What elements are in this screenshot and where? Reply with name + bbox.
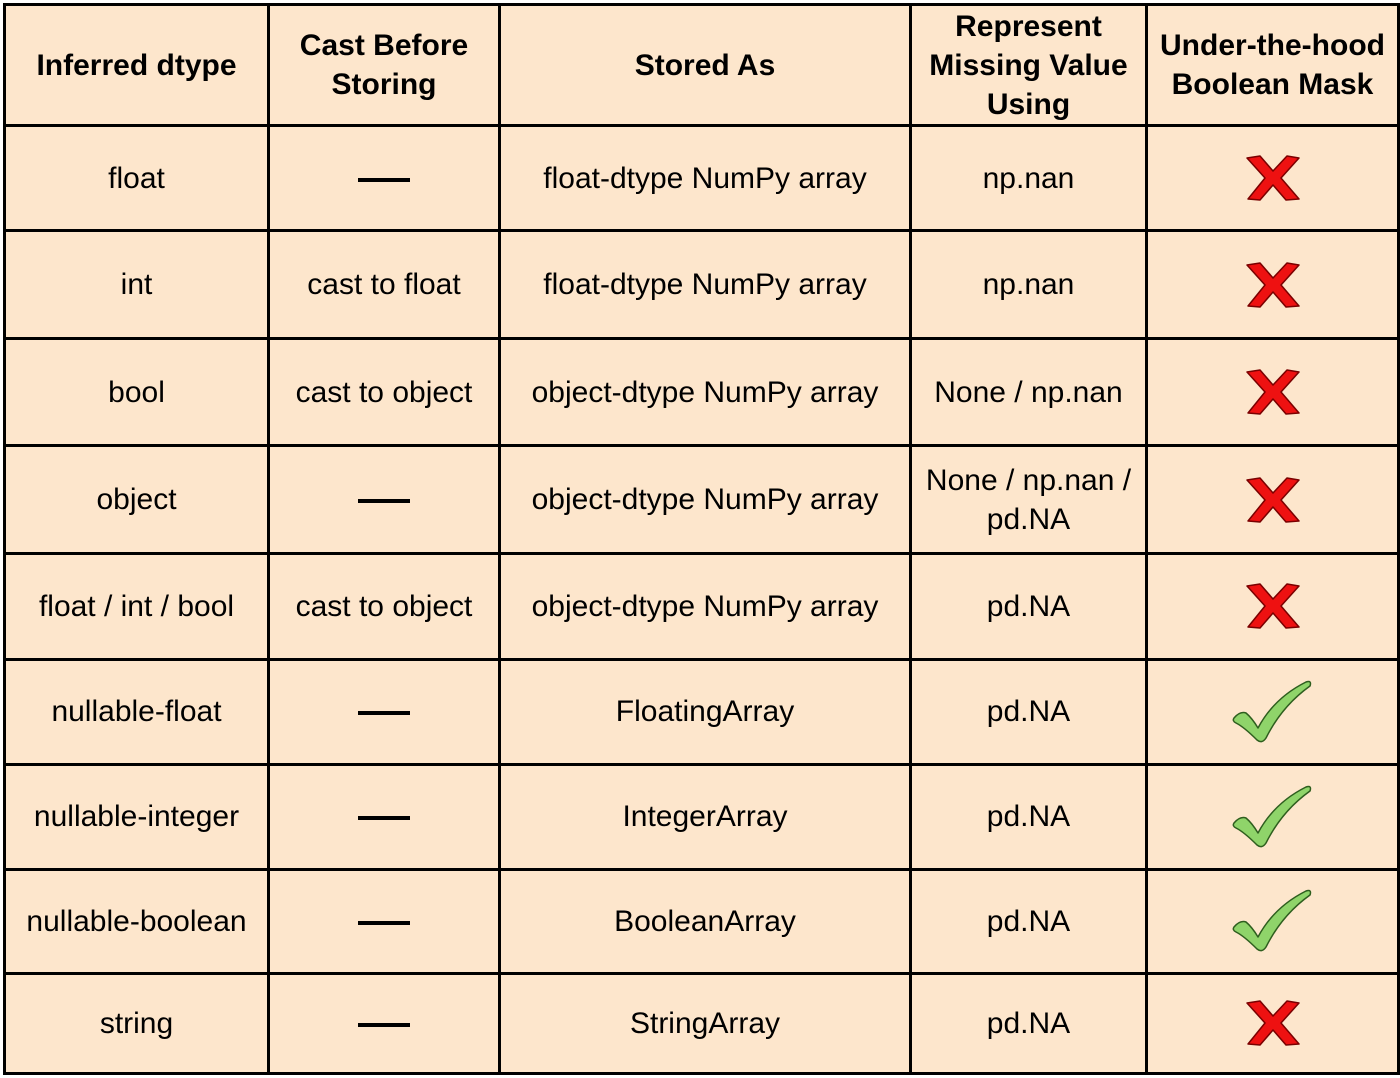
- header-cast-before-storing: [269, 5, 500, 126]
- table-row: [5, 659, 1399, 764]
- header-line: Stored As: [634, 48, 776, 82]
- missing-value-cell: [911, 764, 1147, 869]
- check-icon: [1232, 785, 1314, 849]
- inferred-dtype-cell: bool: [5, 339, 269, 446]
- dash-glyph: [358, 499, 410, 503]
- table-row: [5, 126, 1399, 231]
- dash-glyph: [358, 816, 410, 820]
- cross-icon: [1245, 476, 1301, 524]
- check-icon: [1232, 889, 1314, 953]
- missing-value-cell: [911, 339, 1147, 446]
- table-row: [5, 973, 1399, 1073]
- inferred-dtype-cell: nullable-float: [5, 659, 269, 764]
- header-line: Cast Before: [299, 29, 469, 62]
- table-row: [5, 764, 1399, 869]
- table-row: [5, 339, 1399, 446]
- dash-glyph: [358, 711, 410, 715]
- stored-as-cell: FloatingArray: [500, 659, 911, 764]
- cross-icon: [1245, 261, 1301, 309]
- boolean-mask-cell: [1147, 764, 1399, 869]
- header-line: Inferred dtype: [36, 48, 237, 82]
- cast-cell: cast to float: [269, 231, 500, 339]
- missing-value-cell: [911, 869, 1147, 973]
- cast-cell: [269, 869, 500, 973]
- stored-as-cell: object-dtype NumPy array: [500, 446, 911, 554]
- stored-as-cell: BooleanArray: [500, 869, 911, 973]
- inferred-dtype-cell: string: [5, 973, 269, 1073]
- header-line: Using: [986, 87, 1071, 121]
- missing-value-line: pd.NA: [986, 502, 1071, 536]
- table-row: [5, 554, 1399, 659]
- table-row: [5, 869, 1399, 973]
- cross-icon: [1245, 999, 1301, 1047]
- inferred-dtype-cell: object: [5, 446, 269, 554]
- table-body: [5, 126, 1399, 1074]
- missing-value-line: None / np.nan /: [925, 463, 1132, 497]
- table-row: [5, 446, 1399, 554]
- boolean-mask-cell: [1147, 446, 1399, 554]
- missing-value-cell: [911, 126, 1147, 231]
- inferred-dtype-cell: nullable-integer: [5, 764, 269, 869]
- cast-cell: [269, 659, 500, 764]
- missing-value-cell: [911, 446, 1147, 554]
- missing-value-line: pd.NA: [986, 800, 1071, 834]
- stored-as-cell: float-dtype NumPy array: [500, 126, 911, 231]
- header-inferred-dtype: [5, 5, 269, 126]
- boolean-mask-cell: [1147, 231, 1399, 339]
- cross-icon: [1245, 582, 1301, 630]
- cross-icon: [1245, 368, 1301, 416]
- missing-value-line: None / np.nan: [934, 375, 1123, 409]
- missing-value-line: np.nan: [982, 161, 1075, 195]
- boolean-mask-cell: [1147, 973, 1399, 1073]
- missing-value-line: pd.NA: [986, 695, 1071, 729]
- header-boolean-mask: [1147, 5, 1399, 126]
- missing-value-line: np.nan: [982, 268, 1075, 302]
- stored-as-cell: object-dtype NumPy array: [500, 554, 911, 659]
- inferred-dtype-cell: float / int / bool: [5, 554, 269, 659]
- header-line: Storing: [331, 68, 437, 101]
- header-line: Boolean Mask: [1171, 68, 1374, 101]
- dash-glyph: [358, 1023, 410, 1027]
- check-icon: [1232, 680, 1314, 744]
- missing-value-cell: [911, 659, 1147, 764]
- boolean-mask-cell: [1147, 339, 1399, 446]
- boolean-mask-cell: [1147, 659, 1399, 764]
- header-line: Represent: [955, 9, 1102, 43]
- cast-cell: cast to object: [269, 554, 500, 659]
- missing-value-line: pd.NA: [986, 904, 1071, 938]
- missing-value-cell: [911, 554, 1147, 659]
- header-row: [5, 5, 1399, 126]
- cast-cell: cast to object: [269, 339, 500, 446]
- missing-value-line: pd.NA: [986, 1006, 1071, 1040]
- boolean-mask-cell: [1147, 126, 1399, 231]
- cast-cell: [269, 446, 500, 554]
- header-stored-as: [500, 5, 911, 126]
- inferred-dtype-cell: int: [5, 231, 269, 339]
- table-row: [5, 231, 1399, 339]
- missing-value-cell: [911, 973, 1147, 1073]
- header-line: Missing Value: [929, 48, 1128, 82]
- boolean-mask-cell: [1147, 869, 1399, 973]
- dash-glyph: [358, 178, 410, 182]
- missing-value-cell: [911, 231, 1147, 339]
- boolean-mask-cell: [1147, 554, 1399, 659]
- cast-cell: [269, 973, 500, 1073]
- inferred-dtype-cell: float: [5, 126, 269, 231]
- header-represent-missing: [911, 5, 1147, 126]
- stored-as-cell: StringArray: [500, 973, 911, 1073]
- cast-cell: [269, 126, 500, 231]
- stored-as-cell: IntegerArray: [500, 764, 911, 869]
- stored-as-cell: float-dtype NumPy array: [500, 231, 911, 339]
- cast-cell: [269, 764, 500, 869]
- missing-value-line: pd.NA: [986, 589, 1071, 623]
- stored-as-cell: object-dtype NumPy array: [500, 339, 911, 446]
- inferred-dtype-cell: nullable-boolean: [5, 869, 269, 973]
- dtype-table: [3, 3, 1400, 1075]
- header-line: Under-the-hood: [1160, 29, 1385, 62]
- cross-icon: [1245, 154, 1301, 202]
- dash-glyph: [358, 921, 410, 925]
